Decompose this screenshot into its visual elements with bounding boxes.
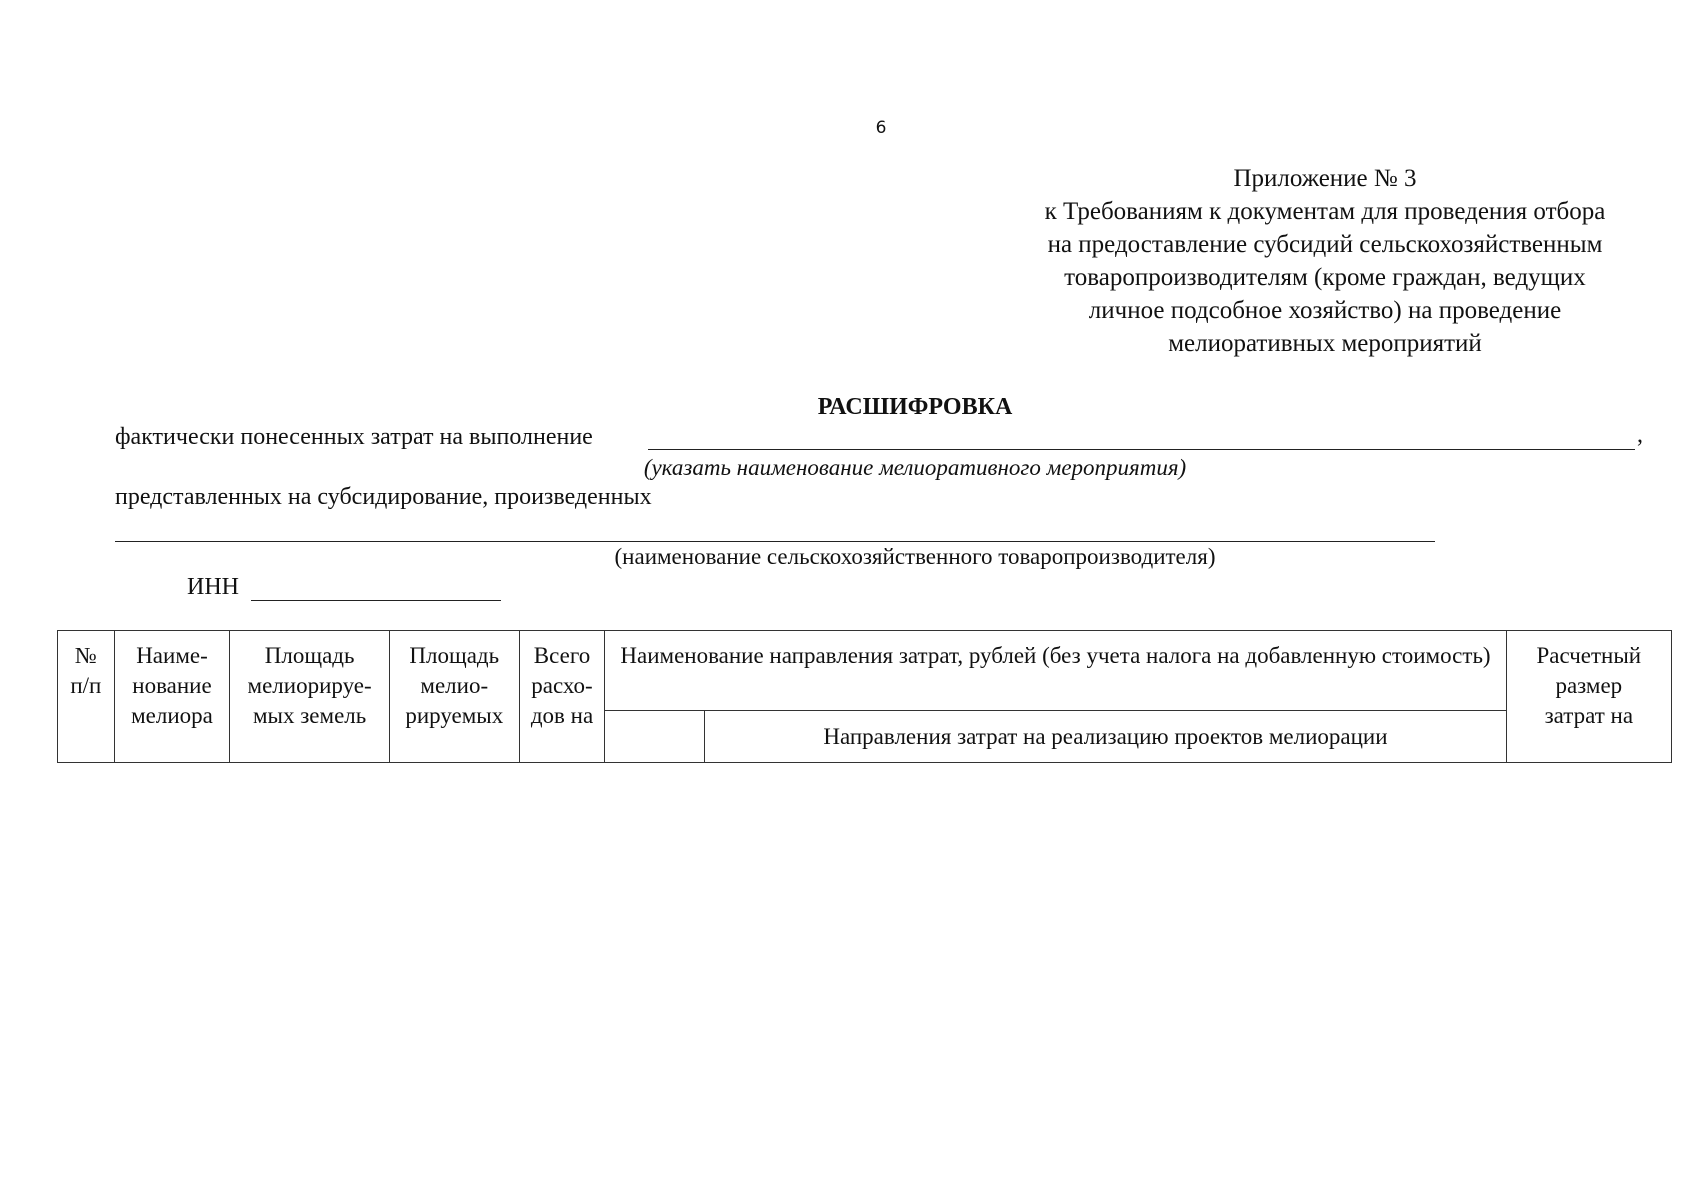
appendix-line: товаропроизводителям (кроме граждан, ведущих xyxy=(1064,264,1586,291)
subsidy-line-text: представленных на субсидирование, произведенных xyxy=(115,484,652,510)
subheader-blank xyxy=(605,711,705,763)
inn-label: ИНН xyxy=(187,574,239,600)
producer-name-blank xyxy=(115,541,1435,542)
appendix-line: к Требованиям к документам для проведения отбора xyxy=(1044,198,1606,225)
header-area-reclaimed: Площадь мелиорируе- мых земель xyxy=(230,631,390,763)
document-title: РАСШИФРОВКА xyxy=(817,394,1013,420)
appendix-line: мелиоративных мероприятий xyxy=(1168,330,1482,357)
header-total: Всего расхо- дов на xyxy=(519,631,605,763)
event-name-hint: (указать наименование мелиоративного мероприятия) xyxy=(643,455,1187,480)
header-directions: Наименование направления затрат, рублей (без учета налога на добавленную стоимость) xyxy=(605,631,1506,711)
header-name: Наиме- нование мелиора xyxy=(114,631,230,763)
page-number: 6 xyxy=(875,118,887,138)
appendix-block xyxy=(960,162,1690,360)
header-calculated: Расчетный размер затрат на xyxy=(1506,631,1671,763)
header-num: № п/п xyxy=(58,631,115,763)
subheader-projects: Направления затрат на реализацию проектов мелиорации xyxy=(705,711,1506,763)
table-header-row xyxy=(58,631,1672,711)
expenses-line-text: фактически понесенных затрат на выполнение xyxy=(115,424,593,450)
header-area-reclaimable: Площадь мелио- рируемых xyxy=(389,631,519,763)
producer-name-hint: (наименование сельскохозяйственного товаропроизводителя) xyxy=(614,544,1216,569)
appendix-line: личное подсобное хозяйство) на проведение xyxy=(1088,297,1562,324)
event-name-blank xyxy=(648,449,1635,450)
appendix-title: Приложение № 3 xyxy=(1233,165,1417,192)
appendix-line: на предоставление субсидий сельскохозяйственным xyxy=(1047,231,1603,258)
costs-table xyxy=(57,630,1672,763)
line-comma: , xyxy=(1637,422,1643,448)
inn-blank xyxy=(251,600,501,601)
